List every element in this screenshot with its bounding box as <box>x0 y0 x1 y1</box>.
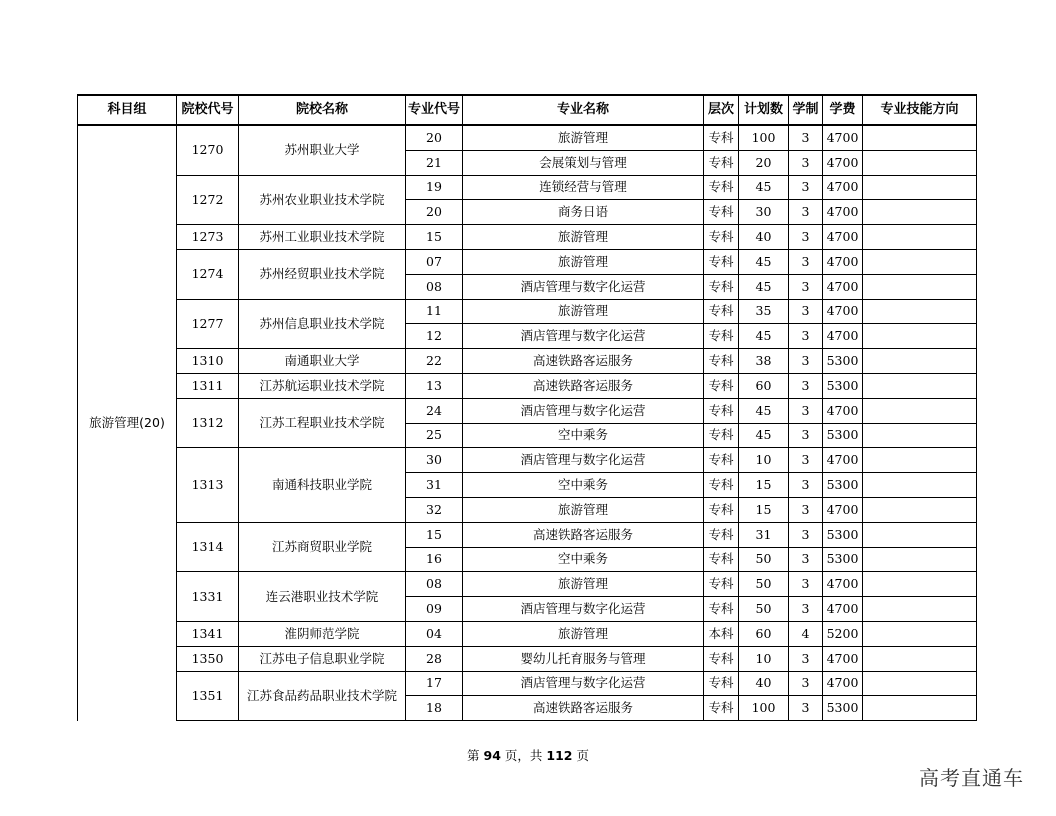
major-code-cell: 15 <box>406 522 463 547</box>
level-cell: 本科 <box>704 621 739 646</box>
level-cell: 专科 <box>704 547 739 572</box>
duration-cell: 3 <box>789 175 823 200</box>
level-cell: 专科 <box>704 696 739 721</box>
major-name-cell: 旅游管理 <box>463 572 704 597</box>
table-header-row <box>78 95 977 125</box>
duration-cell: 3 <box>789 423 823 448</box>
tuition-cell: 4700 <box>823 175 863 200</box>
school-name-cell: 江苏电子信息职业学院 <box>239 646 406 671</box>
major-name-cell: 连锁经营与管理 <box>463 175 704 200</box>
tuition-cell: 4700 <box>823 249 863 274</box>
duration-cell: 3 <box>789 274 823 299</box>
table-row <box>78 175 977 200</box>
school-code-cell: 1350 <box>177 646 239 671</box>
major-code-cell: 31 <box>406 473 463 498</box>
header-school-name: 院校名称 <box>239 95 406 125</box>
plan-count-cell: 20 <box>739 150 789 175</box>
table-row <box>78 125 977 150</box>
tuition-cell: 4700 <box>823 646 863 671</box>
plan-count-cell: 15 <box>739 473 789 498</box>
skill-direction-cell <box>863 324 977 349</box>
plan-count-cell: 50 <box>739 572 789 597</box>
major-code-cell: 17 <box>406 671 463 696</box>
level-cell: 专科 <box>704 671 739 696</box>
header-skill-direction: 专业技能方向 <box>863 95 977 125</box>
major-name-cell: 高速铁路客运服务 <box>463 522 704 547</box>
header-tuition: 学费 <box>823 95 863 125</box>
level-cell: 专科 <box>704 473 739 498</box>
school-name-cell: 连云港职业技术学院 <box>239 572 406 622</box>
major-name-cell: 旅游管理 <box>463 225 704 250</box>
tuition-cell: 4700 <box>823 225 863 250</box>
skill-direction-cell <box>863 398 977 423</box>
watermark-text: 高考直通车 <box>919 766 1024 790</box>
level-cell: 专科 <box>704 225 739 250</box>
table-row <box>78 646 977 671</box>
skill-direction-cell <box>863 150 977 175</box>
tuition-cell: 4700 <box>823 497 863 522</box>
level-cell: 专科 <box>704 299 739 324</box>
duration-cell: 3 <box>789 597 823 622</box>
school-code-cell: 1312 <box>177 398 239 448</box>
tuition-cell: 4700 <box>823 299 863 324</box>
major-code-cell: 15 <box>406 225 463 250</box>
duration-cell: 4 <box>789 621 823 646</box>
level-cell: 专科 <box>704 249 739 274</box>
header-duration: 学制 <box>789 95 823 125</box>
school-name-cell: 苏州职业大学 <box>239 125 406 175</box>
tuition-cell: 5200 <box>823 621 863 646</box>
school-code-cell: 1311 <box>177 373 239 398</box>
school-name-cell: 淮阴师范学院 <box>239 621 406 646</box>
major-name-cell: 酒店管理与数字化运营 <box>463 671 704 696</box>
major-code-cell: 11 <box>406 299 463 324</box>
major-name-cell: 婴幼儿托育服务与管理 <box>463 646 704 671</box>
plan-count-cell: 45 <box>739 423 789 448</box>
tuition-cell: 5300 <box>823 349 863 374</box>
footer-middle: 页，共 <box>504 748 543 763</box>
school-code-cell: 1351 <box>177 671 239 721</box>
footer-total-pages: 112 <box>546 748 573 763</box>
school-name-cell: 南通科技职业学院 <box>239 448 406 522</box>
major-code-cell: 07 <box>406 249 463 274</box>
table-row <box>78 249 977 274</box>
skill-direction-cell <box>863 373 977 398</box>
tuition-cell: 4700 <box>823 150 863 175</box>
level-cell: 专科 <box>704 324 739 349</box>
plan-count-cell: 100 <box>739 696 789 721</box>
plan-count-cell: 35 <box>739 299 789 324</box>
major-name-cell: 旅游管理 <box>463 125 704 150</box>
header-subject-group: 科目组 <box>78 95 177 125</box>
table-row <box>78 448 977 473</box>
plan-count-cell: 10 <box>739 448 789 473</box>
duration-cell: 3 <box>789 150 823 175</box>
school-name-cell: 江苏食品药品职业技术学院 <box>239 671 406 721</box>
skill-direction-cell <box>863 473 977 498</box>
skill-direction-cell <box>863 448 977 473</box>
school-code-cell: 1274 <box>177 249 239 299</box>
skill-direction-cell <box>863 522 977 547</box>
school-name-cell: 苏州经贸职业技术学院 <box>239 249 406 299</box>
level-cell: 专科 <box>704 497 739 522</box>
skill-direction-cell <box>863 423 977 448</box>
duration-cell: 3 <box>789 497 823 522</box>
duration-cell: 3 <box>789 299 823 324</box>
school-name-cell: 江苏商贸职业学院 <box>239 522 406 572</box>
duration-cell: 3 <box>789 671 823 696</box>
major-name-cell: 酒店管理与数字化运营 <box>463 398 704 423</box>
school-code-cell: 1273 <box>177 225 239 250</box>
major-name-cell: 空中乘务 <box>463 423 704 448</box>
major-name-cell: 空中乘务 <box>463 473 704 498</box>
school-code-cell: 1270 <box>177 125 239 175</box>
tuition-cell: 5300 <box>823 522 863 547</box>
plan-count-cell: 45 <box>739 398 789 423</box>
tuition-cell: 5300 <box>823 547 863 572</box>
table-row <box>78 349 977 374</box>
major-code-cell: 04 <box>406 621 463 646</box>
tuition-cell: 4700 <box>823 448 863 473</box>
level-cell: 专科 <box>704 522 739 547</box>
tuition-cell: 4700 <box>823 572 863 597</box>
table-row <box>78 225 977 250</box>
major-name-cell: 酒店管理与数字化运营 <box>463 274 704 299</box>
major-name-cell: 商务日语 <box>463 200 704 225</box>
skill-direction-cell <box>863 125 977 150</box>
major-code-cell: 20 <box>406 125 463 150</box>
plan-count-cell: 60 <box>739 621 789 646</box>
major-code-cell: 22 <box>406 349 463 374</box>
major-name-cell: 旅游管理 <box>463 249 704 274</box>
header-level: 层次 <box>704 95 739 125</box>
major-code-cell: 24 <box>406 398 463 423</box>
school-name-cell: 苏州农业职业技术学院 <box>239 175 406 225</box>
school-code-cell: 1277 <box>177 299 239 349</box>
school-name-cell: 江苏航运职业技术学院 <box>239 373 406 398</box>
major-code-cell: 13 <box>406 373 463 398</box>
header-major-name: 专业名称 <box>463 95 704 125</box>
school-name-cell: 苏州信息职业技术学院 <box>239 299 406 349</box>
table-row <box>78 373 977 398</box>
level-cell: 专科 <box>704 646 739 671</box>
plan-count-cell: 40 <box>739 225 789 250</box>
school-name-cell: 苏州工业职业技术学院 <box>239 225 406 250</box>
school-name-cell: 江苏工程职业技术学院 <box>239 398 406 448</box>
major-code-cell: 09 <box>406 597 463 622</box>
plan-count-cell: 45 <box>739 324 789 349</box>
level-cell: 专科 <box>704 423 739 448</box>
header-major-code: 专业代号 <box>406 95 463 125</box>
header-school-code: 院校代号 <box>177 95 239 125</box>
level-cell: 专科 <box>704 448 739 473</box>
header-plan-count: 计划数 <box>739 95 789 125</box>
tuition-cell: 5300 <box>823 423 863 448</box>
duration-cell: 3 <box>789 696 823 721</box>
duration-cell: 3 <box>789 225 823 250</box>
level-cell: 专科 <box>704 398 739 423</box>
level-cell: 专科 <box>704 349 739 374</box>
major-code-cell: 19 <box>406 175 463 200</box>
major-name-cell: 酒店管理与数字化运营 <box>463 324 704 349</box>
table-row <box>78 522 977 547</box>
major-name-cell: 旅游管理 <box>463 299 704 324</box>
duration-cell: 3 <box>789 547 823 572</box>
tuition-cell: 4700 <box>823 200 863 225</box>
school-code-cell: 1314 <box>177 522 239 572</box>
plan-count-cell: 10 <box>739 646 789 671</box>
skill-direction-cell <box>863 621 977 646</box>
skill-direction-cell <box>863 249 977 274</box>
major-name-cell: 高速铁路客运服务 <box>463 696 704 721</box>
duration-cell: 3 <box>789 398 823 423</box>
level-cell: 专科 <box>704 274 739 299</box>
enrollment-table <box>77 94 977 721</box>
duration-cell: 3 <box>789 646 823 671</box>
duration-cell: 3 <box>789 200 823 225</box>
major-name-cell: 旅游管理 <box>463 497 704 522</box>
level-cell: 专科 <box>704 597 739 622</box>
level-cell: 专科 <box>704 150 739 175</box>
major-name-cell: 高速铁路客运服务 <box>463 349 704 374</box>
tuition-cell: 5300 <box>823 696 863 721</box>
duration-cell: 3 <box>789 324 823 349</box>
major-code-cell: 12 <box>406 324 463 349</box>
skill-direction-cell <box>863 497 977 522</box>
level-cell: 专科 <box>704 200 739 225</box>
tuition-cell: 4700 <box>823 671 863 696</box>
level-cell: 专科 <box>704 125 739 150</box>
plan-count-cell: 60 <box>739 373 789 398</box>
major-code-cell: 25 <box>406 423 463 448</box>
major-name-cell: 酒店管理与数字化运营 <box>463 448 704 473</box>
skill-direction-cell <box>863 225 977 250</box>
major-code-cell: 28 <box>406 646 463 671</box>
plan-count-cell: 50 <box>739 547 789 572</box>
tuition-cell: 4700 <box>823 274 863 299</box>
table-row <box>78 572 977 597</box>
duration-cell: 3 <box>789 473 823 498</box>
skill-direction-cell <box>863 349 977 374</box>
tuition-cell: 5300 <box>823 373 863 398</box>
table-row <box>78 671 977 696</box>
school-code-cell: 1313 <box>177 448 239 522</box>
major-code-cell: 21 <box>406 150 463 175</box>
tuition-cell: 4700 <box>823 324 863 349</box>
school-code-cell: 1310 <box>177 349 239 374</box>
skill-direction-cell <box>863 671 977 696</box>
skill-direction-cell <box>863 572 977 597</box>
major-code-cell: 08 <box>406 572 463 597</box>
duration-cell: 3 <box>789 373 823 398</box>
tuition-cell: 4700 <box>823 398 863 423</box>
level-cell: 专科 <box>704 373 739 398</box>
school-name-cell: 南通职业大学 <box>239 349 406 374</box>
major-name-cell: 会展策划与管理 <box>463 150 704 175</box>
duration-cell: 3 <box>789 249 823 274</box>
plan-count-cell: 40 <box>739 671 789 696</box>
skill-direction-cell <box>863 175 977 200</box>
skill-direction-cell <box>863 299 977 324</box>
plan-count-cell: 38 <box>739 349 789 374</box>
duration-cell: 3 <box>789 448 823 473</box>
major-name-cell: 空中乘务 <box>463 547 704 572</box>
school-code-cell: 1331 <box>177 572 239 622</box>
duration-cell: 3 <box>789 572 823 597</box>
footer-prefix: 第 <box>467 748 480 763</box>
footer-suffix: 页 <box>576 748 589 763</box>
plan-count-cell: 50 <box>739 597 789 622</box>
table-row <box>78 299 977 324</box>
plan-count-cell: 30 <box>739 200 789 225</box>
plan-count-cell: 100 <box>739 125 789 150</box>
skill-direction-cell <box>863 646 977 671</box>
subject-group-cell: 旅游管理(20) <box>78 125 177 721</box>
tuition-cell: 5300 <box>823 473 863 498</box>
major-code-cell: 16 <box>406 547 463 572</box>
plan-count-cell: 45 <box>739 175 789 200</box>
school-code-cell: 1341 <box>177 621 239 646</box>
duration-cell: 3 <box>789 349 823 374</box>
major-code-cell: 20 <box>406 200 463 225</box>
major-code-cell: 30 <box>406 448 463 473</box>
major-name-cell: 旅游管理 <box>463 621 704 646</box>
tuition-cell: 4700 <box>823 597 863 622</box>
level-cell: 专科 <box>704 572 739 597</box>
skill-direction-cell <box>863 696 977 721</box>
school-code-cell: 1272 <box>177 175 239 225</box>
major-code-cell: 18 <box>406 696 463 721</box>
plan-count-cell: 45 <box>739 274 789 299</box>
skill-direction-cell <box>863 547 977 572</box>
footer-page-number: 94 <box>483 748 501 763</box>
skill-direction-cell <box>863 274 977 299</box>
major-name-cell: 高速铁路客运服务 <box>463 373 704 398</box>
skill-direction-cell <box>863 597 977 622</box>
level-cell: 专科 <box>704 175 739 200</box>
plan-count-cell: 45 <box>739 249 789 274</box>
table-body <box>78 125 977 721</box>
duration-cell: 3 <box>789 125 823 150</box>
major-code-cell: 32 <box>406 497 463 522</box>
major-code-cell: 08 <box>406 274 463 299</box>
tuition-cell: 4700 <box>823 125 863 150</box>
plan-count-cell: 31 <box>739 522 789 547</box>
table-row <box>78 398 977 423</box>
duration-cell: 3 <box>789 522 823 547</box>
skill-direction-cell <box>863 200 977 225</box>
table-row <box>78 621 977 646</box>
page-footer <box>0 746 1056 764</box>
major-name-cell: 酒店管理与数字化运营 <box>463 597 704 622</box>
plan-count-cell: 15 <box>739 497 789 522</box>
